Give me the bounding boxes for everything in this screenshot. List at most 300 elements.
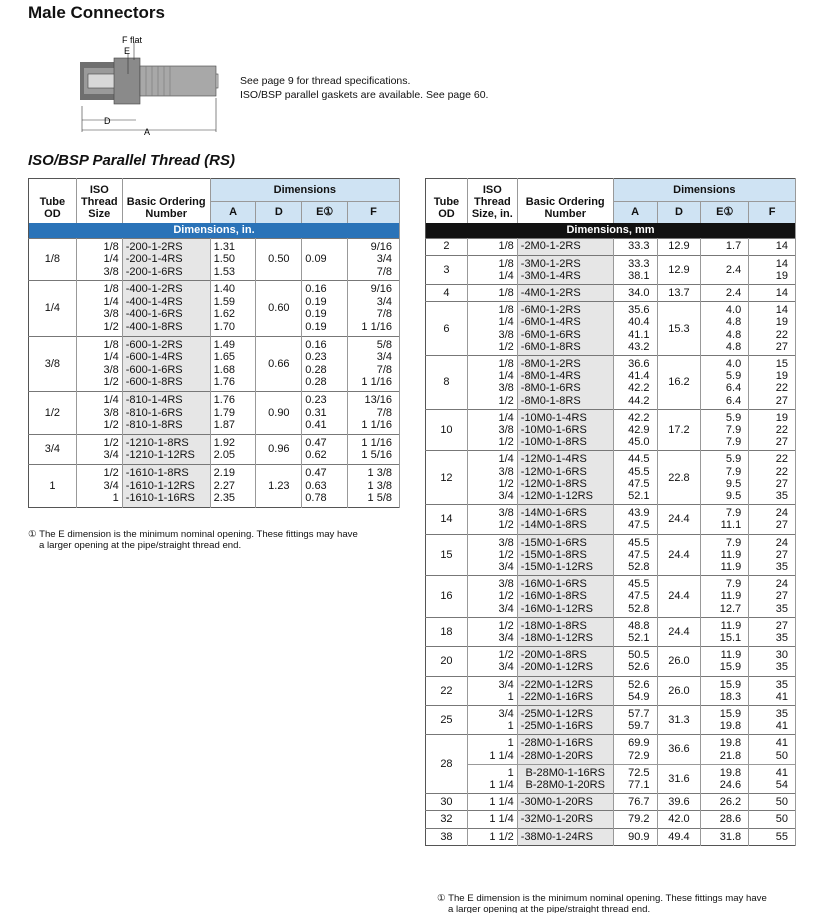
dim-a (613, 617, 657, 646)
tube-od-value: 3 (443, 263, 450, 276)
ordering-number-value: -20M0-1-12RS (520, 661, 593, 674)
d-label: D (104, 116, 111, 126)
ordering-number (122, 336, 210, 391)
thread-size (467, 409, 517, 451)
header-a: A (613, 202, 657, 223)
dim-d (657, 505, 701, 534)
dim-a (613, 356, 657, 410)
dim-e-value: 11.9 (720, 590, 742, 603)
thread-size (467, 534, 517, 576)
dim-a-value: 45.5 (628, 465, 650, 478)
ordering-number-value: -1610-1-16RS (125, 492, 195, 505)
thread-size-value: 3/8 (103, 406, 119, 419)
left-footnote-line-2: a larger opening at the pipe/straight thread end. (39, 540, 242, 551)
dim-a-value: 50.5 (628, 649, 650, 662)
thread-end (140, 66, 216, 96)
dim-d-value: 0.60 (268, 302, 290, 315)
tube-od (426, 576, 468, 618)
table-row (426, 735, 796, 764)
thread-size-value: 1 1/4 (489, 796, 514, 809)
ordering-number-value: -1210-1-12RS (125, 449, 195, 462)
dim-f (348, 392, 400, 435)
dim-e-value: 7.9 (725, 507, 742, 520)
tube-od (426, 617, 468, 646)
tube-od (426, 302, 468, 356)
tube-od-value: 3/4 (44, 443, 61, 456)
ordering-number-value: -200-1-2RS (125, 240, 183, 253)
tube-od (29, 434, 77, 464)
dim-f-value: 55 (775, 830, 788, 843)
ordering-number-value: -22M0-1-16RS (520, 690, 593, 703)
tube-od (426, 238, 468, 255)
notes-top (240, 74, 488, 102)
ordering-number (517, 409, 613, 451)
thread-size-value: 3/4 (498, 561, 514, 574)
thread-size (467, 576, 517, 618)
ordering-number (517, 764, 613, 793)
ordering-number-value: -200-1-6RS (125, 265, 183, 278)
dim-f-value: 9/16 (370, 283, 392, 296)
dim-d (657, 238, 701, 255)
dim-e-value: 0.41 (305, 419, 327, 432)
ordering-number-value: -16M0-1-6RS (520, 578, 587, 591)
dim-e-value: 0.16 (305, 283, 327, 296)
header-f: F (749, 202, 796, 223)
dim-e-value: 4.8 (725, 328, 742, 341)
dim-f-value: 1 1/16 (361, 419, 392, 432)
dim-a (613, 534, 657, 576)
dim-f-value: 1 1/16 (361, 436, 392, 449)
thread-size-value: 3/4 (498, 661, 514, 674)
thread-size-value: 3/4 (498, 602, 514, 615)
dim-e-value: 0.47 (305, 467, 327, 480)
ordering-number (517, 706, 613, 735)
thread-size (467, 451, 517, 505)
thread-size-value: 1/2 (498, 477, 514, 490)
ordering-number-value: -400-1-4RS (125, 295, 183, 308)
dim-f-value: 1 3/8 (367, 467, 392, 480)
thread-size-value: 1/2 (103, 321, 119, 334)
dim-f-value: 19 (775, 411, 788, 424)
dim-e-value: 21.8 (719, 749, 742, 762)
thread-size-value: 1 1/2 (489, 830, 514, 843)
dim-a-value: 2.19 (213, 467, 236, 480)
header-dimensions: Dimensions (613, 179, 795, 202)
left-dimensions-table (28, 178, 400, 508)
dim-a (613, 647, 657, 676)
dim-d-value: 12.9 (668, 240, 690, 253)
thread-size-value: 1/2 (498, 548, 514, 561)
dim-a (613, 505, 657, 534)
dim-d (256, 392, 302, 435)
dim-e-value: 7.9 (725, 578, 742, 591)
dim-f-value: 1 5/16 (361, 449, 392, 462)
tube-od-value: 1/8 (44, 253, 61, 266)
dim-d (657, 285, 701, 302)
dim-e-value: 12.7 (719, 602, 742, 615)
tube-od (426, 534, 468, 576)
dim-a-value: 1.62 (213, 308, 236, 321)
dim-a (613, 255, 657, 284)
tube-od-value: 38 (440, 830, 453, 843)
thread-size-value: 1/4 (498, 269, 514, 282)
ordering-number-value: -10M0-1-8RS (520, 436, 587, 449)
thread-size-value: 1 (507, 720, 514, 733)
dim-e-value: 0.62 (305, 449, 327, 462)
dim-f (749, 647, 796, 676)
hex-body (114, 58, 140, 104)
dim-f-value: 22 (775, 328, 788, 341)
dim-e-value: 0.23 (305, 394, 327, 407)
dim-e-value: 19.8 (719, 766, 742, 779)
dim-a-value: 52.8 (628, 561, 650, 574)
thread-size-value: 1/2 (103, 376, 119, 389)
dim-f (749, 735, 796, 764)
dim-f (749, 794, 796, 811)
dim-e (302, 434, 348, 464)
dim-a-value: 47.5 (628, 519, 650, 532)
dim-d-value: 0.90 (268, 406, 290, 419)
tube-od-value: 15 (440, 548, 453, 561)
dim-a-value: 2.05 (213, 449, 236, 462)
thread-size (76, 465, 122, 508)
header-f: F (348, 202, 400, 223)
ordering-number (517, 617, 613, 646)
dim-d-value: 0.96 (268, 443, 290, 456)
left-footnote-line-1: ① The E dimension is the minimum nominal opening. These fittings may have (28, 529, 358, 540)
header-iso-thread-size: ISO Thread Size, in. (467, 179, 517, 223)
dim-d-value: 16.2 (668, 376, 690, 389)
dim-d-value: 36.6 (668, 743, 690, 756)
dim-a-value: 45.5 (628, 536, 650, 549)
ordering-number (517, 255, 613, 284)
dim-a-value: 40.4 (628, 316, 650, 329)
dim-a-value: 47.5 (628, 590, 650, 603)
table-row (426, 356, 796, 410)
table-row (29, 392, 400, 435)
dim-e-value: 15.9 (719, 678, 742, 691)
dim-f-value: 19 (775, 269, 788, 282)
dim-f-value: 27 (775, 477, 788, 490)
dim-e-value: 0.19 (305, 321, 327, 334)
dim-d-value: 39.6 (668, 796, 690, 809)
thread-size-value: 3/4 (498, 632, 514, 645)
dim-e (701, 451, 749, 505)
dim-d (256, 434, 302, 464)
thread-size (76, 434, 122, 464)
dim-a (613, 451, 657, 505)
dim-f (749, 238, 796, 255)
ordering-number-value: B-28M0-1-20RS (525, 778, 605, 791)
thread-size (467, 302, 517, 356)
dim-a-value: 1.50 (213, 253, 236, 266)
dim-f-value: 41 (775, 690, 788, 703)
thread-size-value: 1 1/4 (489, 813, 514, 826)
dim-f-value: 50 (775, 813, 788, 826)
dim-d-value: 49.4 (668, 830, 690, 843)
ordering-number-value: -18M0-1-12RS (520, 632, 593, 645)
dim-a-value: 1.76 (213, 376, 236, 389)
header-dimensions: Dimensions (210, 179, 399, 202)
dim-e-value: 31.8 (719, 830, 742, 843)
dim-e-value: 0.78 (305, 492, 327, 505)
thread-size-value: 3/4 (498, 707, 514, 720)
thread-size-value: 1/8 (498, 304, 514, 317)
thread-size-value: 1/8 (103, 338, 119, 351)
dim-f-value: 27 (775, 340, 788, 353)
dim-e-value: 0.09 (305, 253, 327, 266)
dim-d (657, 811, 701, 828)
dim-f-value: 27 (775, 590, 788, 603)
ordering-number (517, 451, 613, 505)
thread-size-value: 3/4 (103, 449, 119, 462)
dim-e (701, 255, 749, 284)
dim-d-value: 24.4 (668, 513, 690, 526)
tube-od (426, 451, 468, 505)
ordering-number-value: -600-1-2RS (125, 338, 183, 351)
dim-a-value: 1.76 (213, 394, 236, 407)
ordering-number-value: -810-1-4RS (125, 394, 183, 407)
tube-od-value: 2 (443, 240, 450, 253)
dim-a-value: 72.5 (628, 766, 650, 779)
dim-f (749, 302, 796, 356)
dim-a-value: 77.1 (628, 778, 650, 791)
dim-d (256, 465, 302, 508)
tube-od-value: 20 (440, 655, 453, 668)
ordering-number (517, 794, 613, 811)
header-basic-ordering-number: Basic Ordering Number (122, 179, 210, 223)
dim-a-value: 33.3 (628, 240, 650, 253)
tube-od-value: 8 (443, 376, 450, 389)
dim-e (701, 238, 749, 255)
dim-d (657, 828, 701, 845)
thread-size-value: 3/8 (498, 328, 514, 341)
thread-size-value: 1 (507, 737, 514, 750)
dim-d (657, 534, 701, 576)
dim-f (749, 451, 796, 505)
tube-od (426, 255, 468, 284)
dim-a-value: 41.4 (628, 370, 650, 383)
ordering-number-value: -3M0-1-4RS (520, 269, 581, 282)
ordering-number (517, 238, 613, 255)
tube-od (29, 465, 77, 508)
dim-e-value: 0.23 (305, 351, 327, 364)
dim-f-value: 50 (775, 749, 788, 762)
ordering-number-value: -600-1-8RS (125, 376, 183, 389)
thread-size (467, 735, 517, 764)
ordering-number-value: -8M0-1-2RS (520, 358, 581, 371)
dim-e (701, 811, 749, 828)
dim-a-value: 2.27 (213, 479, 236, 492)
ordering-number-value: -600-1-4RS (125, 351, 183, 364)
ordering-number-value: -6M0-1-8RS (520, 340, 581, 353)
thread-size-value: 1/2 (103, 467, 119, 480)
dim-a (613, 285, 657, 302)
dim-a (613, 764, 657, 793)
dim-f-value: 9/16 (370, 240, 392, 253)
ordering-number-value: -6M0-1-2RS (520, 304, 581, 317)
thread-size-value: 1/2 (498, 619, 514, 632)
ordering-number (122, 238, 210, 281)
thread-size-value: 1/2 (498, 394, 514, 407)
dim-f-value: 41 (775, 766, 788, 779)
dim-e-value: 7.9 (725, 424, 742, 437)
table-row (426, 811, 796, 828)
dim-e-value: 5.9 (725, 411, 742, 424)
dim-e-value: 0.28 (305, 376, 327, 389)
dim-d (657, 409, 701, 451)
ordering-number-value: -12M0-1-8RS (520, 477, 587, 490)
ordering-number (517, 356, 613, 410)
ordering-number (122, 434, 210, 464)
table-row (426, 764, 796, 793)
thread-size-value: 1/2 (103, 419, 119, 432)
dim-f-value: 41 (775, 737, 788, 750)
dim-f (749, 617, 796, 646)
tube-od (426, 285, 468, 302)
dim-e (701, 676, 749, 705)
thread-size-value: 3/4 (103, 479, 119, 492)
dim-e-value: 9.5 (725, 477, 742, 490)
dim-a (613, 794, 657, 811)
dim-e (701, 617, 749, 646)
dim-a-value: 1.59 (213, 295, 236, 308)
dim-a-value: 44.5 (628, 453, 650, 466)
ordering-number-value: -15M0-1-12RS (520, 561, 593, 574)
table-row (426, 534, 796, 576)
tube-od (426, 409, 468, 451)
dim-e (701, 505, 749, 534)
table-row (29, 336, 400, 391)
dim-f-value: 27 (775, 394, 788, 407)
dim-e (701, 576, 749, 618)
dim-f (749, 676, 796, 705)
dim-f-value: 35 (775, 602, 788, 615)
thread-size-value: 1/4 (498, 453, 514, 466)
ordering-number-value: -6M0-1-4RS (520, 316, 581, 329)
ordering-number-value: -32M0-1-20RS (520, 813, 593, 826)
tube-od (29, 281, 77, 336)
dim-a-value: 72.9 (628, 749, 650, 762)
ordering-number-value: -20M0-1-8RS (520, 649, 587, 662)
dim-d (657, 356, 701, 410)
thread-size (467, 238, 517, 255)
thread-size-value: 1/4 (498, 370, 514, 383)
ordering-number-value: -400-1-2RS (125, 283, 183, 296)
dim-e-value: 5.9 (725, 370, 742, 383)
thread-size-value: 3/8 (498, 507, 514, 520)
dim-f-value: 27 (775, 548, 788, 561)
dim-d-value: 12.9 (668, 263, 690, 276)
ordering-number-value: -1610-1-12RS (125, 479, 195, 492)
dim-d-value: 42.0 (668, 813, 690, 826)
thread-size-value: 3/8 (103, 363, 119, 376)
thread-size-value: 1/4 (103, 394, 119, 407)
dim-a-value: 90.9 (628, 830, 650, 843)
dim-a (210, 434, 256, 464)
ordering-number-value: -14M0-1-8RS (520, 519, 587, 532)
tube-od (426, 794, 468, 811)
ordering-number-value: -16M0-1-12RS (520, 602, 593, 615)
dim-d-value: 31.3 (668, 714, 690, 727)
ordering-number (517, 811, 613, 828)
note-thread-spec: See page 9 for thread specifications. (240, 75, 411, 87)
dim-f-value: 22 (775, 465, 788, 478)
dim-e-value: 0.28 (305, 363, 327, 376)
tube-od (29, 392, 77, 435)
ordering-number-value: -28M0-1-16RS (520, 737, 593, 750)
tube-od (29, 238, 77, 281)
dim-e-value: 26.2 (719, 796, 742, 809)
dim-e-value: 0.16 (305, 338, 327, 351)
dim-e-value: 0.63 (305, 479, 327, 492)
dim-e-value: 11.9 (720, 548, 742, 561)
thread-size (76, 336, 122, 391)
dim-f-value: 15 (775, 358, 788, 371)
dim-d-value: 1.23 (268, 479, 290, 492)
thread-size-value: 1/2 (498, 590, 514, 603)
dim-a-value: 1.92 (213, 436, 236, 449)
dim-a-value: 48.8 (628, 619, 650, 632)
ordering-number-value: -4M0-1-2RS (520, 287, 581, 300)
ordering-number-value: -6M0-1-6RS (520, 328, 581, 341)
dim-f (749, 811, 796, 828)
dim-e-value: 2.4 (725, 287, 742, 300)
dim-d-value: 31.6 (668, 772, 690, 785)
dim-a-value: 47.5 (628, 548, 650, 561)
ordering-number-value: -15M0-1-6RS (520, 536, 587, 549)
ordering-number (517, 735, 613, 764)
dim-d-value: 15.3 (668, 322, 690, 335)
dim-e-value: 0.31 (305, 406, 327, 419)
dim-e-value: 18.3 (719, 690, 742, 703)
dim-f-value: 24 (775, 578, 788, 591)
header-basic-ordering-number: Basic Ordering Number (517, 179, 613, 223)
table-row (426, 409, 796, 451)
dim-f-value: 7/8 (376, 406, 392, 419)
dim-f-value: 22 (775, 382, 788, 395)
dim-e-value: 4.0 (725, 304, 742, 317)
dim-f-value: 41 (775, 720, 788, 733)
left-footnote (28, 529, 358, 551)
table-row (426, 255, 796, 284)
tube-od-value: 10 (440, 424, 453, 437)
right-dimensions-table (425, 178, 796, 846)
page-title: Male Connectors (28, 3, 165, 22)
dim-e-value: 28.6 (719, 813, 742, 826)
thread-size (467, 647, 517, 676)
dim-e (701, 356, 749, 410)
dim-f-value: 1 1/16 (361, 321, 392, 334)
dim-a-value: 45.0 (628, 436, 650, 449)
dim-e (701, 534, 749, 576)
tube-od-value: 4 (443, 287, 450, 300)
ordering-number-value: -810-1-6RS (125, 406, 183, 419)
dim-a-value: 41.1 (628, 328, 650, 341)
thread-size-value: 1/2 (103, 436, 119, 449)
thread-size-value: 3/8 (103, 265, 119, 278)
thread-size-value: 1/4 (498, 411, 514, 424)
dim-d (657, 794, 701, 811)
header-iso-thread-size: ISO Thread Size (76, 179, 122, 223)
tube-od (426, 706, 468, 735)
right-footnote-line-2: a larger opening at the pipe/straight thread end. (448, 904, 651, 913)
dim-f-value: 24 (775, 536, 788, 549)
dim-a-value: 35.6 (628, 304, 650, 317)
tube-od-value: 16 (440, 590, 453, 603)
dim-f-value: 13/16 (364, 394, 392, 407)
dim-e-value: 7.9 (725, 436, 742, 449)
